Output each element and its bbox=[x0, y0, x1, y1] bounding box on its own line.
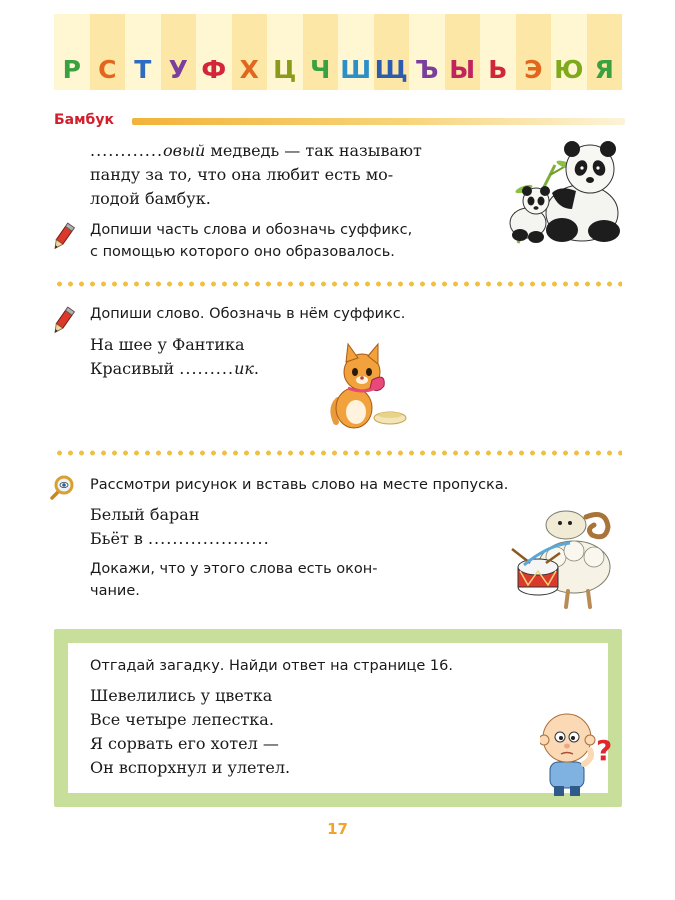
alphabet-letter: Я bbox=[587, 14, 623, 90]
alphabet-letter: Х bbox=[232, 14, 268, 90]
baran-task2-line-2: чание. bbox=[90, 583, 140, 599]
fantik-text-line-1: На шее у Фантика bbox=[90, 335, 245, 354]
page-number: 17 bbox=[327, 820, 348, 838]
riddle-line: Шевелились у цветка bbox=[90, 686, 273, 705]
panda-text-line-3: лодой бамбук. bbox=[90, 189, 211, 208]
panda-text-line-1: ............овый медведь — так называют bbox=[90, 141, 422, 160]
alphabet-letter: Ц bbox=[267, 14, 303, 90]
ram-illustration bbox=[508, 505, 628, 613]
riddle-line: Он вспорхнул и улетел. bbox=[90, 758, 291, 777]
fantik-text-line-2: Красивый .........ик. bbox=[90, 359, 260, 378]
magnifier-icon bbox=[50, 474, 76, 500]
alphabet-letter: Ю bbox=[551, 14, 587, 90]
fantik-task: Допиши слово. Обозначь в нём суффикс. bbox=[90, 306, 406, 322]
dotted-separator bbox=[54, 450, 622, 456]
kitten-illustration bbox=[328, 342, 410, 432]
alphabet-letter: Ш bbox=[338, 14, 374, 90]
section-title: Бамбук bbox=[54, 112, 114, 128]
alphabet-letter: Ы bbox=[445, 14, 481, 90]
riddle-task: Отгадай загадку. Найди ответ на странице 16. bbox=[90, 658, 453, 674]
pencil-icon bbox=[50, 222, 76, 252]
alphabet-letter: Ъ bbox=[409, 14, 445, 90]
alphabet-letter: У bbox=[161, 14, 197, 90]
baran-task: Рассмотри рисунок и вставь слово на месте пропуска. bbox=[90, 477, 509, 493]
panda-text-line-2: панду за то, что она любит есть мо- bbox=[90, 165, 394, 184]
alphabet-letter: Щ bbox=[374, 14, 410, 90]
alphabet-letter: Ь bbox=[480, 14, 516, 90]
panda-task-line-2: с помощью которого оно образовалось. bbox=[90, 244, 395, 260]
alphabet-letter: Т bbox=[125, 14, 161, 90]
dotted-separator bbox=[54, 281, 622, 287]
riddle-line: Я сорвать его хотел — bbox=[90, 734, 279, 753]
alphabet-letter: Р bbox=[54, 14, 90, 90]
baran-task2-line-1: Докажи, что у этого слова есть окон- bbox=[90, 561, 378, 577]
alphabet-letter: Ч bbox=[303, 14, 339, 90]
thinking-boy-illustration bbox=[540, 712, 618, 800]
svg-text:?: ? bbox=[596, 734, 613, 767]
panda-task-line-1: Допиши часть слова и обозначь суффикс, bbox=[90, 222, 413, 238]
baran-text-line-1: Белый баран bbox=[90, 505, 200, 524]
title-underline bbox=[132, 118, 625, 125]
pencil-icon bbox=[50, 306, 76, 336]
alphabet-banner bbox=[54, 14, 622, 90]
alphabet-letter: Э bbox=[516, 14, 552, 90]
panda-illustration bbox=[500, 135, 625, 247]
baran-text-line-2: Бьёт в .................... bbox=[90, 529, 269, 548]
riddle-line: Все четыре лепестка. bbox=[90, 710, 274, 729]
alphabet-letter: С bbox=[90, 14, 126, 90]
alphabet-letter: Ф bbox=[196, 14, 232, 90]
